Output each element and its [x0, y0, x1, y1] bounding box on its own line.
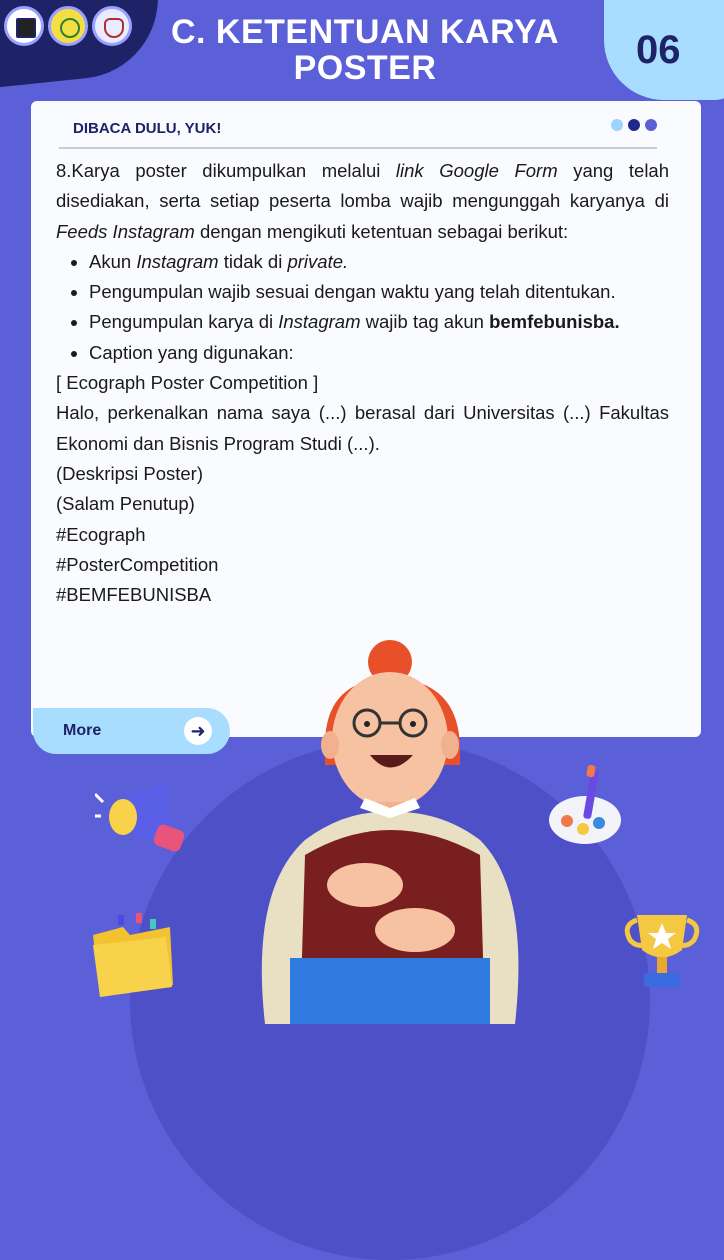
page-number: 06: [636, 28, 681, 72]
hashtag: #Ecograph: [56, 523, 146, 545]
list-item: • Akun Instagram tidak di private.: [89, 247, 669, 277]
character-illustration: [245, 640, 535, 1024]
list-item: • Caption yang digunakan:: [89, 338, 669, 368]
hashtag: #BEMFEBUNISBA: [56, 584, 212, 606]
divider: [59, 147, 657, 149]
faculty-logo: [48, 6, 88, 46]
rules-text: [56, 156, 669, 610]
hashtag: #PosterCompetition: [56, 553, 219, 575]
caption-line: [ Ecograph Poster Competition ]: [56, 372, 319, 394]
organization-logo: [92, 6, 132, 46]
caption-line: Halo, perkenalkan nama saya (...) berasal dari Universitas (...) Fakultas Ekonomi dan Bisnis Program Studi (...).: [56, 402, 669, 454]
page-title: C. KETENTUAN KARYA POSTER: [170, 13, 560, 87]
megaphone-icon: [95, 772, 210, 867]
dot-dark: [628, 119, 640, 131]
list-item: • Pengumpulan wajib sesuai dengan waktu yang telah ditentukan.: [89, 277, 669, 307]
caption-line: (Deskripsi Poster): [56, 462, 203, 484]
logo-group: [4, 6, 132, 46]
folder-icon: [88, 905, 178, 1000]
list-item: • Pengumpulan karya di Instagram wajib tag akun bemfebunisba.: [89, 307, 669, 337]
arrow-right-icon[interactable]: ➜: [184, 717, 212, 745]
caption-line: (Salam Penutup): [56, 493, 195, 515]
palette-icon: [545, 765, 625, 850]
dot-purple: [645, 119, 657, 131]
more-button[interactable]: [33, 708, 230, 754]
more-button-label: More: [63, 722, 102, 739]
trophy-icon: [622, 905, 702, 995]
intro-paragraph: 8.Karya poster dikumpulkan melalui link Google Form yang telah disediakan, serta setiap peserta lomba wajib mengunggah karyanya di Feeds Instagram dengan mengikuti ketentuan sebagai berikut:: [56, 160, 670, 242]
dots-decoration: [611, 119, 657, 131]
dot-light: [611, 119, 623, 131]
requirements-list: [56, 247, 669, 368]
university-logo: [4, 6, 44, 46]
card-heading: DIBACA DULU, YUK!: [73, 120, 222, 137]
